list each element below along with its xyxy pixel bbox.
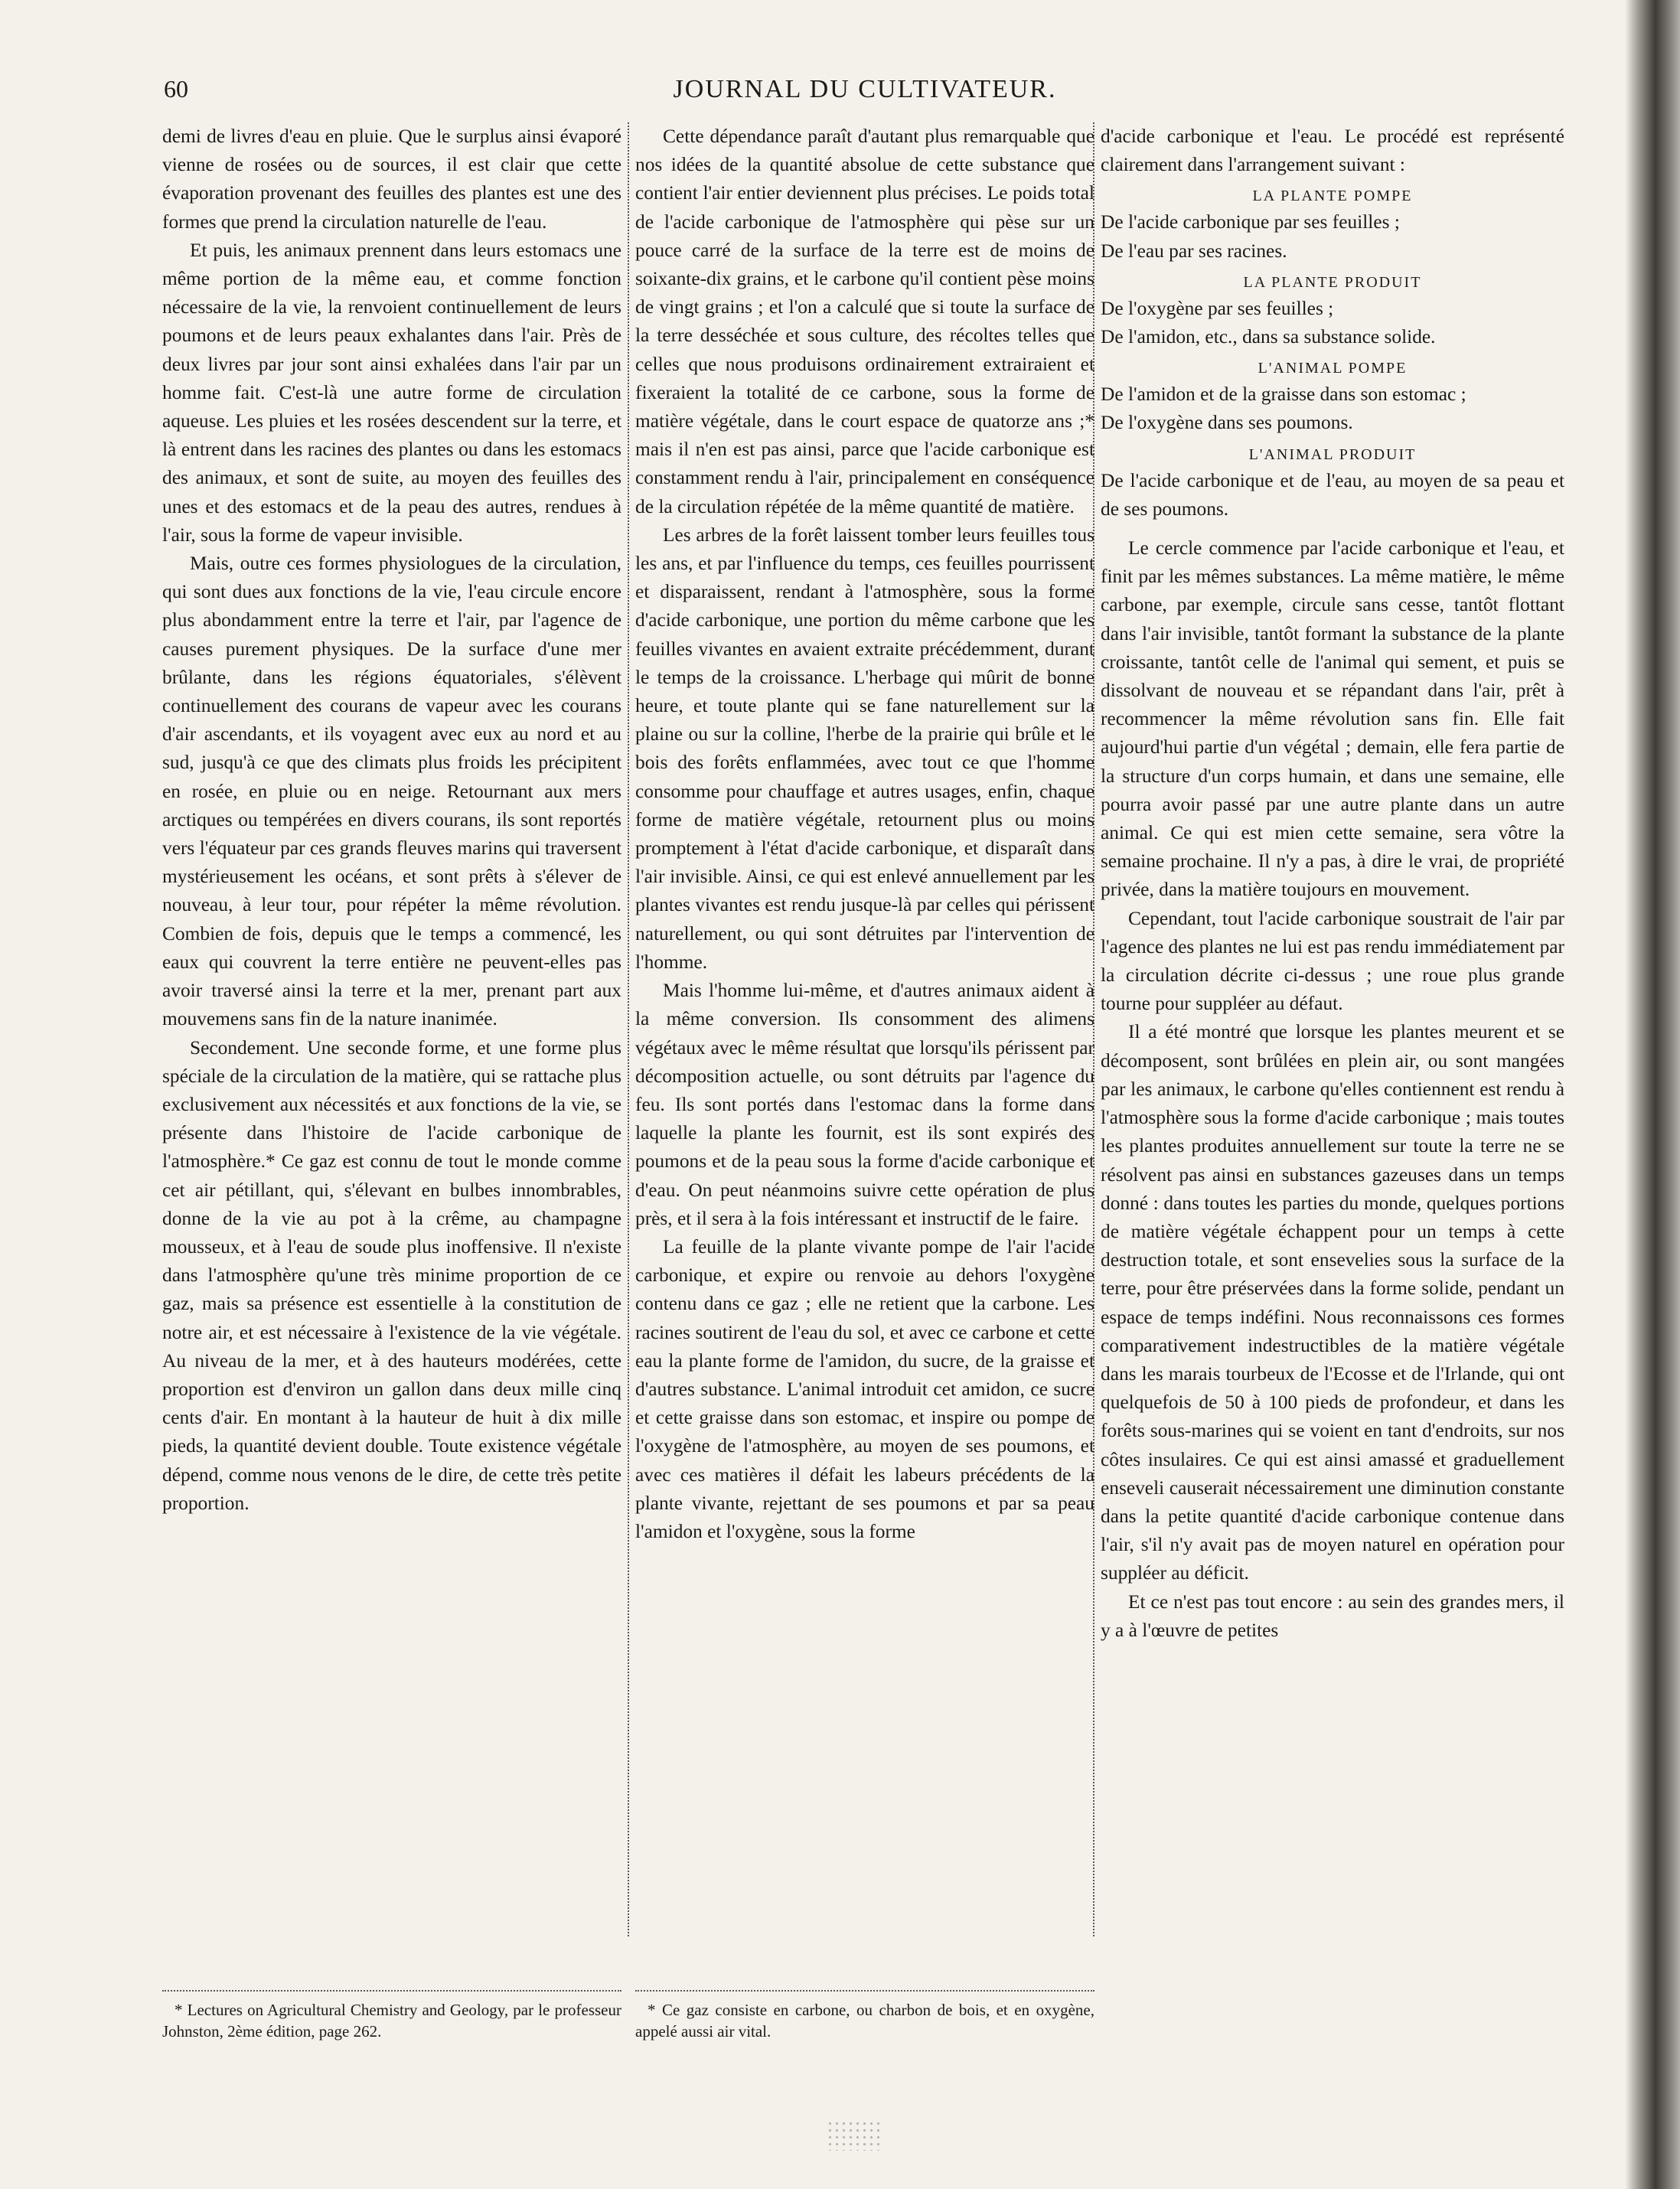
print-specks [827, 2120, 880, 2151]
page-edge-shadow [1625, 0, 1680, 2189]
footnote-rule [162, 1990, 621, 1992]
list-item: De l'oxygène dans ses poumons. [1101, 412, 1353, 434]
list-item: De l'eau par ses racines. [1101, 240, 1287, 262]
page-number: 60 [164, 75, 188, 103]
section-heading: L'ANIMAL PRODUIT [1248, 445, 1417, 463]
paragraph: Mais, outre ces formes physiologues de la circulation, qui sont dues aux fonctions de la vie, l'eau circule encore plus abondamment entre la terre et l'air, par l'agence de causes purement physiques. De la surface d'une mer brûlante, dans les régions équatoriales, s'élèvent continuellement des courans de vapeur avec les courans d'air ascendants, et ils voyagent avec eux au nord et au sud, jusqu'à ce que des climats plus froids les précipitent en rosée, en pluie ou en neige. Retournant aux mers arctiques ou tempérées en divers courans, ils sont reportés vers l'équateur par ces grands fleuves marins qui traversent mystérieusement les océans, et sont prêts à s'élever de nouveau, à leur tour, pour répéter la même révolution. Combien de fois, depuis que le temps a commencé, les eaux qui couvrent la terre entière ne peuvent-elles pas avoir traversé ainsi la terre et la mer, prenant part aux mouvemens sans fin de la nature inanimée. [162, 553, 621, 1030]
list-item: De l'amidon et de la graisse dans son estomac ; [1101, 383, 1466, 406]
section-heading: L'ANIMAL POMPE [1258, 360, 1408, 377]
text-column-2 [635, 122, 1094, 1546]
paragraph: Et ce n'est pas tout encore : au sein des grandes mers, il y a à l'œuvre de petites [1101, 1590, 1564, 1641]
journal-title: JOURNAL DU CULTIVATEUR. [673, 75, 1057, 103]
paragraph: Cependant, tout l'acide carbonique soustrait de l'air par l'agence des plantes ne lui est pas rendu immédiatement par la circulation décrite ci-dessus ; une roue plus grande tourne pour suppléer au défaut. [1101, 907, 1564, 1015]
paragraph: d'acide carbonique et l'eau. Le procédé est représenté clairement dans l'arrangement suivant : [1101, 126, 1564, 176]
text-column-3 [1101, 122, 1564, 1645]
footnote-rule [635, 1990, 1094, 1992]
paragraph: Mais l'homme lui-même, et d'autres animaux aident à la même conversion. Ils consomment des alimens végétaux avec le même résultat que lorsqu'ils périssent par décomposition actuelle, ou sont détruits par l'agence du feu. Ils sont portés dans l'estomac dans la forme dans laquelle la plante les fournit, est ils sont expirés des poumons et de la peau sous la forme d'acide carbonique et d'eau. On peut néanmoins suivre cette opération de plus près, et il sera à la fois intéressant et instructif de le faire. [635, 980, 1094, 1229]
column-divider-1 [628, 122, 629, 1936]
paragraph: Secondement. Une seconde forme, et une forme plus spéciale de la circulation de la matière, qui se rattache plus exclusivement aux nécessités et aux fonctions de la vie, se présente dans l'histoire de l'acide carbonique de l'atmosphère.* Ce gaz est connu de tout le monde comme cet air pétillant, qui, s'élevant en bulbes innombrables, donne de la vie au pot à la crême, au champagne mousseux, et à l'eau de soude plus inoffensive. Il n'existe dans l'atmosphère qu'une très minime proportion de ce gaz, mais sa présence est essentielle à la constitution de notre air, et est nécessaire à l'existence de la vie végétale. Au niveau de la mer, et à des hauteurs modérées, cette proportion est d'environ un gallon dans deux mille cinq cents d'air. En montant à la hauteur de huit à dix mille pieds, la quantité devient double. Toute existence végétale dépend, comme nous venons de le dire, de cette très petite proportion. [162, 1036, 621, 1514]
paragraph: Et puis, les animaux prennent dans leurs estomacs une même portion de la même eau, et comme fonction nécessaire de la vie, la renvoient continuellement de leurs poumons et de leurs peaux exhalantes dans l'air. Près de deux livres par jour sont ainsi exhalées dans l'air par un homme fait. C'est-là une autre forme de circulation aqueuse. Les pluies et les rosées descendent sur la terre, et là entrent dans les racines des plantes ou dans les estomacs des animaux, et sont de suite, au moyen des feuilles des unes et des estomacs et de la peau des autres, rendues à l'air, sous la forme de vapeur invisible. [162, 239, 621, 546]
footnote-1 [162, 1990, 621, 2042]
paragraph: La feuille de la plante vivante pompe de l'air l'acide carbonique, et expire ou renvoie au dehors l'oxygène contenu dans ce gaz ; elle ne retient que la carbone. Les racines soutirent de l'eau du sol, et avec ce carbone et cette eau la plante forme de l'amidon, du sucre, de la graisse et d'autres substance. L'animal introduit cet amidon, ce sucre et cette graisse dans son estomac, et inspire ou pompe de l'oxygène de l'atmosphère, au moyen de ses poumons, et avec ces matières il défait les labeurs précédents de la plante vivante, rejettant de ses poumons et par sa peau l'amidon et l'oxygène, sous la forme [635, 1235, 1094, 1542]
paragraph: Il a été montré que lorsque les plantes meurent et se décomposent, sont brûlées en plein air, ou sont mangées par les animaux, le carbone qu'elles contiennent est rendu à l'atmosphère sous la forme d'acide carbonique ; mais toutes les plantes produites annuellement sur toute la terre ne se résolvent pas ainsi en substances gazeuses dans un temps donné : dans toutes les parties du monde, quelques portions de matière végétale échappent pour un temps à cette destruction totale, et sont ensevelies sous la surface de la terre, pour être préservées dans la forme solide, pendant un espace de temps indéfini. Nous reconnaissons ces formes comparativement indestructibles de la matière végétale dans les marais tourbeux de l'Ecosse et de l'Irlande, qui ont quelquefois de 50 à 100 pieds de profondeur, et dans les forêts sous-marines qui se voient en tant d'endroits, sur nos côtes insulaires. Ce qui est ainsi amassé et graduellement enseveli causerait nécessairement une diminution constante dans la petite quantité d'acide carbonique contenue dans l'air, s'il n'y avait pas de moyen naturel en opération pour suppléer au déficit. [1101, 1021, 1564, 1584]
list-item: De l'oxygène par ses feuilles ; [1101, 297, 1334, 319]
paragraph: Cette dépendance paraît d'autant plus remarquable que nos idées de la quantité absolue de cette substance que contient l'air entier deviennent plus précises. Le poids total de l'acide carbonique de l'atmosphère qui pèse sur un pouce carré de la surface de la terre est de moins de soixante-dix grains, et le carbone qu'il contient pèse moins de vingt grains ; et l'on a calculé que si toute la surface de la terre desséchée et sous culture, des récoltes telles que celles que nous produisons ordinairement extrairaient et fixeraient la totalité de ce carbone, sous la forme de matière végétale, dans le court espace de quatorze ans ;* mais il n'en est pas ainsi, parce que l'acide carbonique est constamment rendu à l'air, principalement en conséquence de la circulation répétée de la même quantité de matière. [635, 126, 1094, 517]
paragraph: Le cercle commence par l'acide carbonique et l'eau, et finit par les mêmes substances. La même matière, le même carbone, par exemple, circule sans cesse, tantôt flottant dans l'air invisible, tantôt formant la substance de la plante croissante, tantôt celle de l'animal qui sement, et puis se dissolvant de nouveau et se répandant dans l'air, prêt à recommencer la même révolution sans fin. Elle fait aujourd'hui partie d'un végétal ; demain, elle fera partie de la structure d'un corps humain, et dans une semaine, elle pourra avoir passé par une autre plante dans un autre animal. Ce qui est mien cette semaine, sera vôtre la semaine prochaine. Il n'y a pas, à dire le vrai, de propriété privée, dans la matière toujours en mouvement. [1101, 537, 1564, 901]
section-heading: LA PLANTE PRODUIT [1243, 273, 1422, 291]
list-item: De l'acide carbonique et de l'eau, au moyen de sa peau et de ses poumons. [1101, 469, 1564, 520]
text-column-1 [162, 122, 621, 1518]
paragraph: demi de livres d'eau en pluie. Que le surplus ainsi évaporé vienne de rosées ou de sources, il est clair que cette évaporation provenant des feuilles des plantes est une des formes que prend la circulation naturelle de l'eau. [162, 126, 621, 233]
list-item: De l'acide carbonique par ses feuilles ; [1101, 211, 1400, 233]
paragraph: Les arbres de la forêt laissent tomber leurs feuilles tous les ans, et par l'influence du temps, ces feuilles pourrissent et disparaissent, rendant à l'atmosphère, sous la forme d'acide carbonique, une portion du même carbone que les feuilles vivantes en avaient extraite précédemment, durant le temps de la croissance. L'herbage qui mûrit de bonne heure, et toute plante qui se fane naturellement sur la plaine ou sur la colline, l'herbe de la prairie qui brûle et le bois des forêts enflammées, avec tout ce que l'homme consomme pour chauffage et autres usages, enfin, chaque forme de matière végétale, retournent plus ou moins promptement à l'état d'acide carbonique, et disparaît dans l'air invisible. Ainsi, ce qui est enlevé annuellement par les plantes vivantes est rendu jusque-là par celles qui périssent naturellement, ou qui sont détruites par l'intervention de l'homme. [635, 524, 1094, 973]
footnote-text: * Ce gaz consiste en carbone, ou charbon de bois, et en oxygène, appelé aussi air vital. [635, 2001, 1094, 2041]
footnote-2 [635, 1990, 1094, 2042]
page-header [161, 75, 1569, 106]
section-heading: LA PLANTE POMPE [1252, 188, 1413, 205]
list-item: De l'amidon, etc., dans sa substance solide. [1101, 326, 1436, 348]
footnote-text: * Lectures on Agricultural Chemistry and Geology, par le professeur Johnston, 2ème édition, page 262. [162, 2001, 621, 2041]
